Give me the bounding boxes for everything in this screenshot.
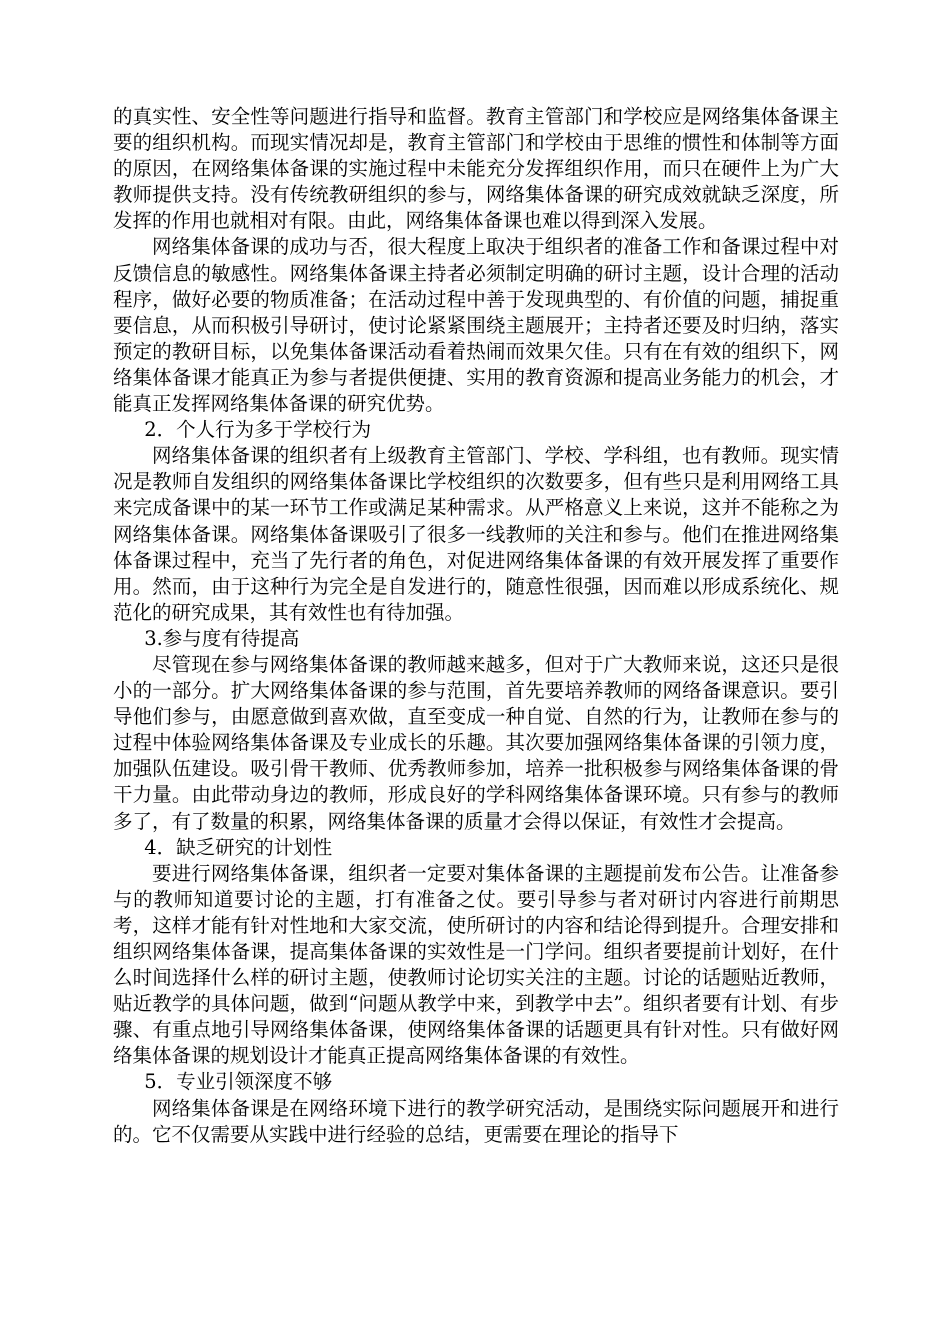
section-heading-4: 4．缺乏研究的计划性 [144, 835, 333, 859]
paragraph-5: 要进行网络集体备课，组织者一定要对集体备课的主题提前发布公告。让准备参与的教师知道要讨论的主题，打有准备之仗。要引导参与者对研讨内容进行前期思考，这样才能有针对性地和大家交流，使所研讨的内容和结论得到提升。合理安排和组织网络集体备课，提高集体备课的实效性是一门学问。组织者要提前计划好，在什么时间选择什么样的研讨主题，使教师讨论切实关注的主题。讨论的话题贴近教师，贴近教学的具体问题，做到“问题从教学中来，到教学中去”。组织者要有计划、有步骤、有重点地引导网络集体备课，使网络集体备课的话题更具有针对性。只有做好网络集体备课的规划设计才能真正提高网络集体备课的有效性。 [113, 861, 839, 1068]
section-heading-2: 2．个人行为多于学校行为 [144, 418, 372, 442]
paragraph-3: 网络集体备课的组织者有上级教育主管部门、学校、学科组，也有教师。现实情况是教师自发组织的网络集体备课比学校组织的次数要多，但有些只是利用网络工具来完成备课中的某一环节工作或满足某种需求。从严格意义上来说，这并不能称之为网络集体备课。网络集体备课吸引了很多一线教师的关注和参与。他们在推进网络集体备课过程中，充当了先行者的角色，对促进网络集体备课的有效开展发挥了重要作用。然而，由于这种行为完全是自发进行的，随意性很强，因而难以形成系统化、规范化的研究成果，其有效性也有待加强。 [113, 444, 839, 624]
paragraph-4: 尽管现在参与网络集体备课的教师越来越多，但对于广大教师来说，这还只是很小的一部分。扩大网络集体备课的参与范围，首先要培养教师的网络备课意识。要引导他们参与，由愿意做到喜欢做，直至变成一种自觉、自然的行为，让教师在参与的过程中体验网络集体备课及专业成长的乐趣。其次要加强网络集体备课的引领力度，加强队伍建设。吸引骨干教师、优秀教师参加，培养一批积极参与网络集体备课的骨干力量。由此带动身边的教师，形成良好的学科网络集体备课环境。只有参与的教师多了，有了数量的积累，网络集体备课的质量才会得以保证，有效性才会提高。 [113, 652, 839, 833]
section-heading-3: 3.参与度有待提高 [144, 626, 300, 650]
paragraph-1: 的真实性、安全性等问题进行指导和监督。教育主管部门和学校应是网络集体备课主要的组织机构。而现实情况却是，教育主管部门和学校由于思维的惯性和体制等方面的原因，在网络集体备课的实施过程中未能充分发挥组织作用，而只在硬件上为广大教师提供支持。没有传统教研组织的参与，网络集体备课的研究成效就缺乏深度，所发挥的作用也就相对有限。由此，网络集体备课也难以得到深入发展。 [113, 105, 839, 233]
section-heading-5: 5．专业引领深度不够 [144, 1070, 333, 1094]
document-page [113, 104, 839, 1148]
paragraph-2: 网络集体备课的成功与否，很大程度上取决于组织者的准备工作和备课过程中对反馈信息的敏感性。网络集体备课主持者必须制定明确的研讨主题，设计合理的活动程序，做好必要的物质准备；在活动过程中善于发现典型的、有价值的问题，捕捉重要信息，从而积极引导研讨，使讨论紧紧围绕主题展开；主持者还要及时归纳，落实预定的教研目标，以免集体备课活动看着热闹而效果欠佳。只有在有效的组织下，网络集体备课才能真正为参与者提供便捷、实用的教育资源和提高业务能力的机会，才能真正发挥网络集体备课的研究优势。 [113, 235, 839, 416]
paragraph-6: 网络集体备课是在网络环境下进行的教学研究活动，是围绕实际问题展开和进行的。它不仅需要从实践中进行经验的总结，更需要在理论的指导下 [113, 1096, 839, 1146]
